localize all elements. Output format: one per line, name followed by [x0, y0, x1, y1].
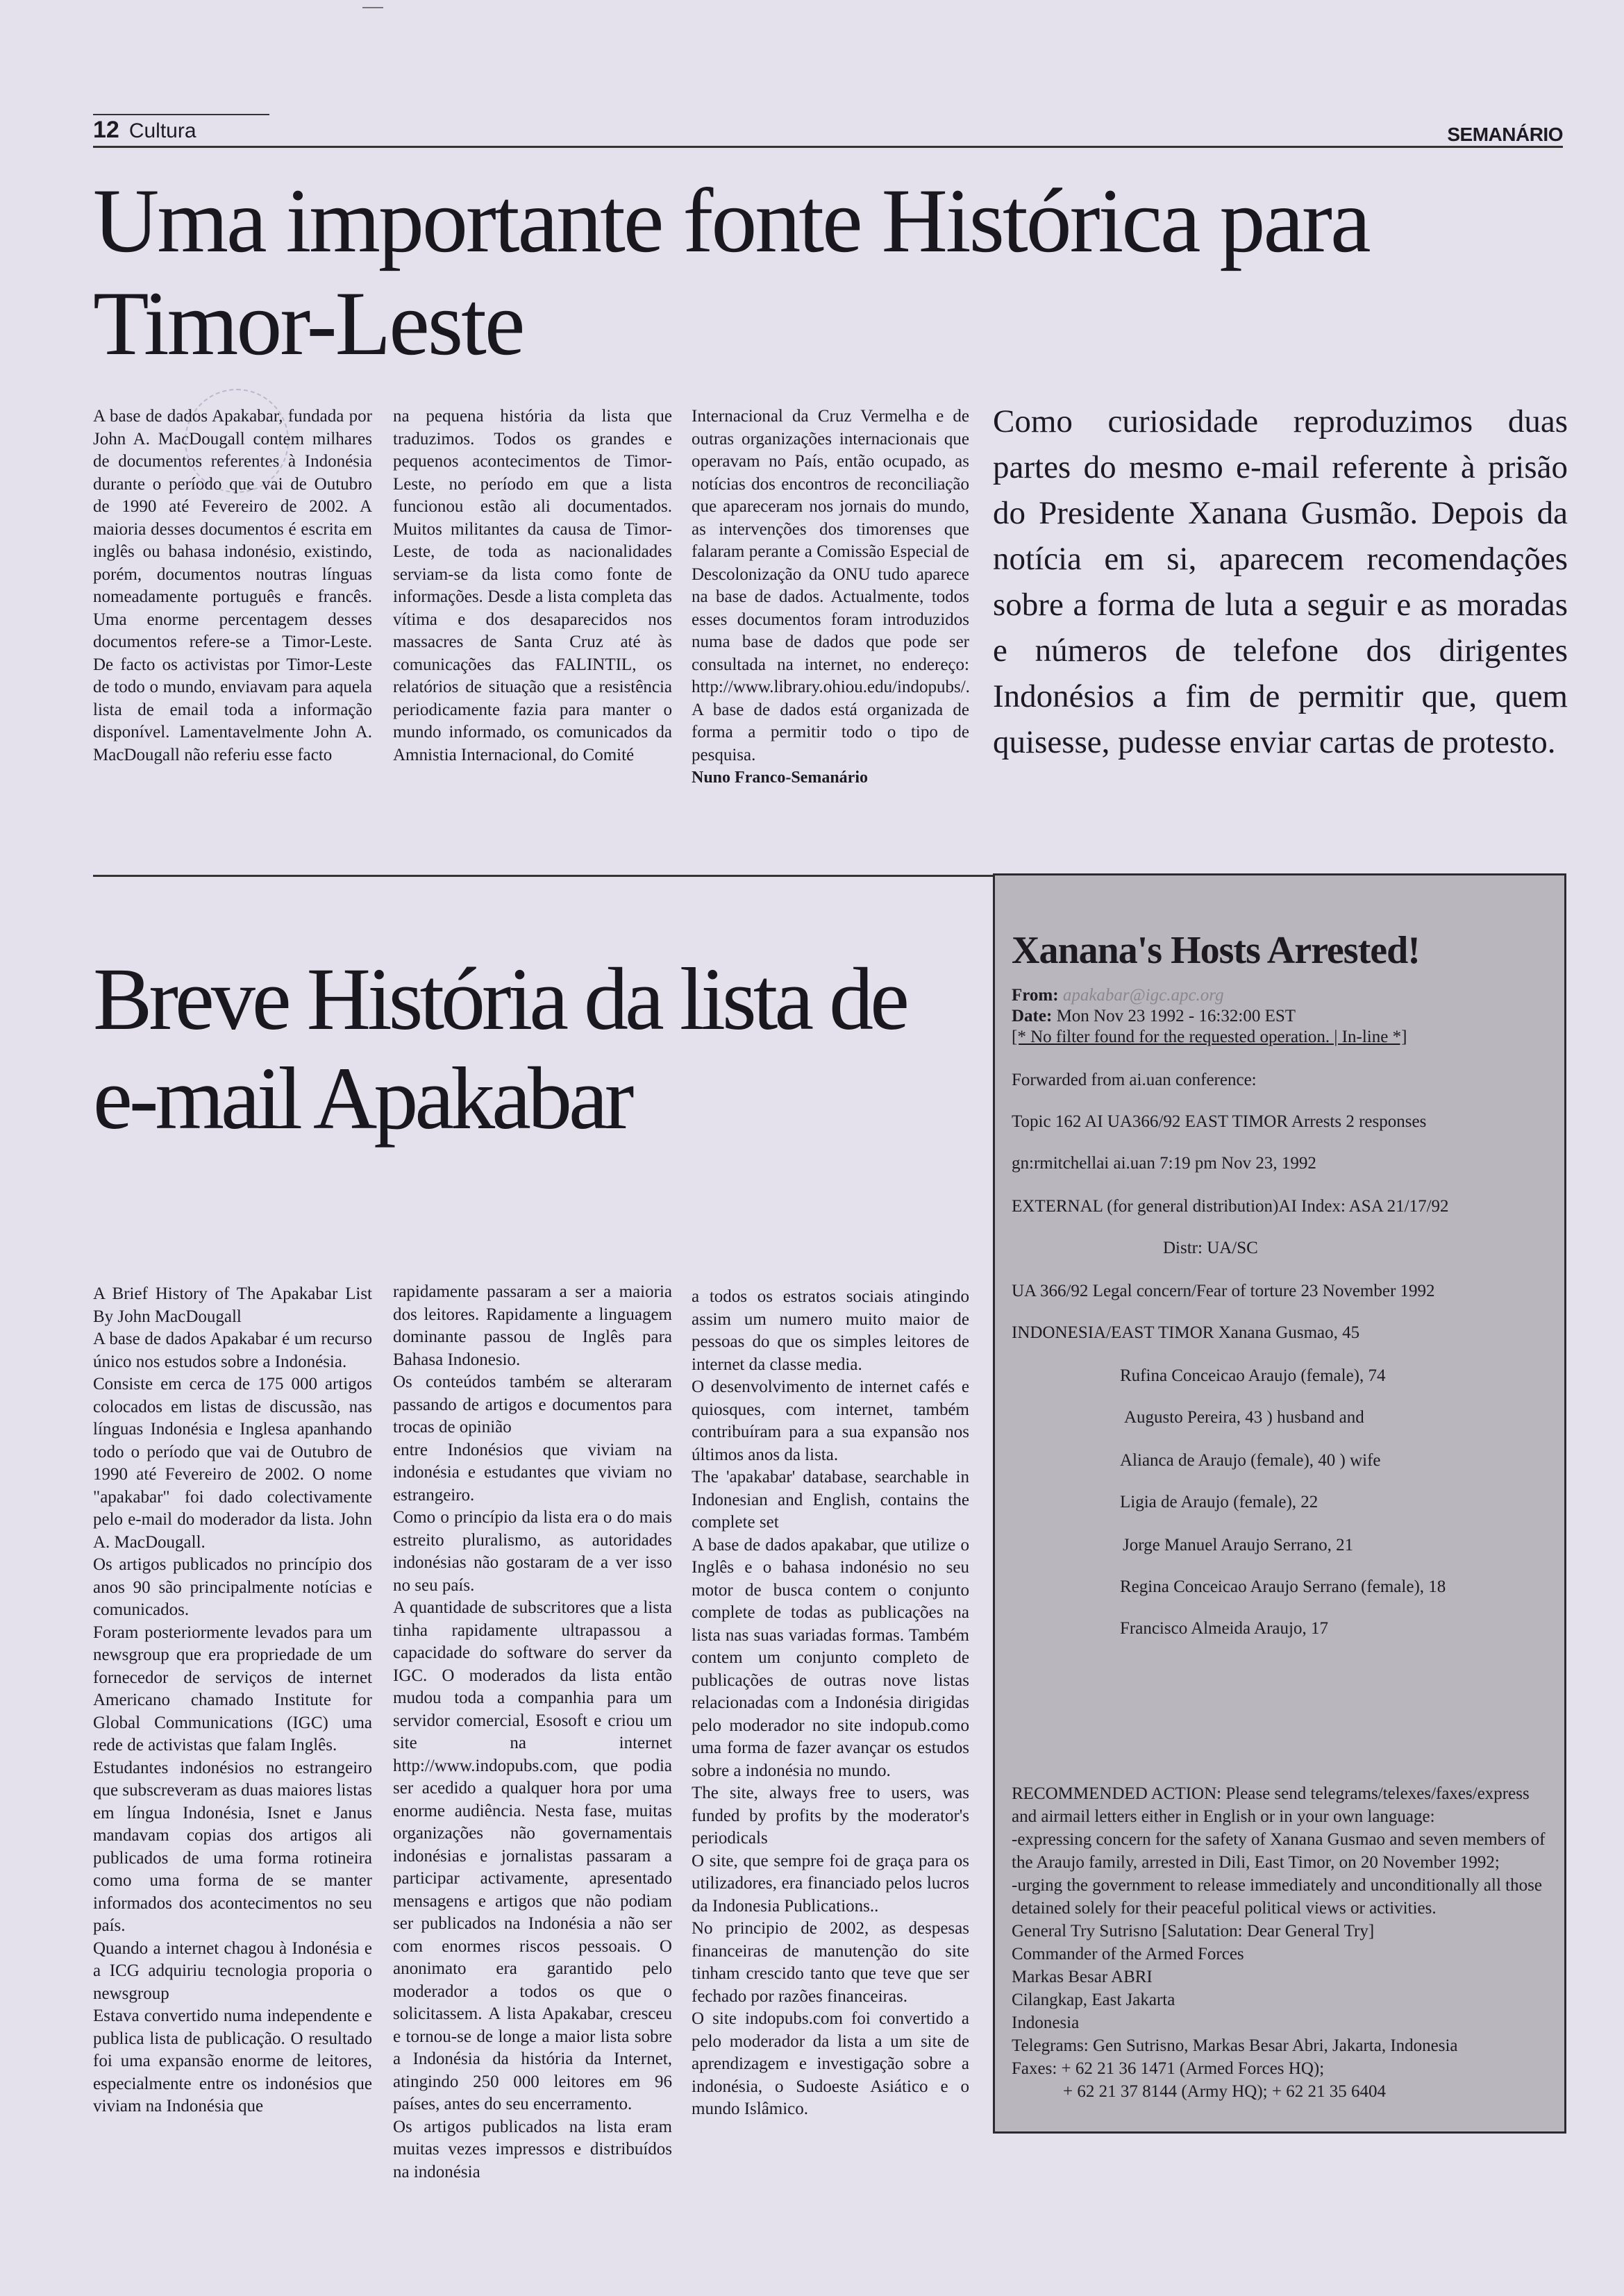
paragraph: A base de dados Apakabar, fundada por John A. MacDougall contem milhares de documentos referentes à Indonésia durante o período que vai de Outubro de 1990 até Fevereiro de 2002. A maioria desses documentos é escrita em inglês ou bahasa indonésio, existindo, porém, documentos noutras línguas nomeadamente português e francês. Uma enorme percentagem desses documentos refere-se a Timor-Leste. De facto os activistas por Timor-Leste de todo o mundo, enviavam para aquela lista de email toda a informação disponível. Lamentavelmente John A. MacDougall não referiu esse facto — [93, 407, 372, 764]
paragraph: A base de dados Apakabar é um recurso único nos estudos sobre a Indonésia. — [93, 1330, 372, 1371]
recommended-action — [1012, 1782, 1548, 2103]
person-line: Regina Conceicao Araujo Serrano (female), 18 — [1120, 1577, 1446, 1596]
paragraph: O site, que sempre foi de graça para os utilizadores, era financiado pelos lucros da Indonesia Publications.. — [692, 1851, 969, 1916]
folio-rule — [93, 114, 269, 115]
paragraph: na pequena história da lista que traduzimos. Todos os grandes e pequenos acontecimentos de Timor-Leste, no período em que a lista funcionou estão ali documentados. Muitos militantes da causa de Timor-Leste, de toda as nacionalidades serviam-se da lista como fonte de informações. Desde a lista completa das vítima e dos desaparecidos nos massacres de Santa Cruz até às comunicações das FALINTIL, os relatórios de situação que a resistência periodicamente fazia para manter o mundo informado, os comunicados da Amnistia Internacional, do Comité — [393, 407, 672, 764]
paragraph: A Brief History of The Apakabar List By John MacDougall — [93, 1284, 372, 1326]
article1-column-2 — [393, 405, 672, 766]
scan-mark — [362, 7, 383, 8]
person-line: Rufina Conceicao Araujo (female), 74 — [1120, 1366, 1386, 1385]
rec-line: RECOMMENDED ACTION: Please send telegrams/telexes/faxes/express and airmail letters either in English or in your own language: — [1012, 1784, 1530, 1826]
article1-headline: Uma importante fonte Histórica para Timor-Leste — [93, 169, 1369, 374]
paragraph: Foram posteriormente levados para um newsgroup que era propriedade de um fornecedor de serviços de internet Americano chamado Institute for Global Communications (IGC) uma rede de activistas que falam Inglês. — [93, 1623, 372, 1754]
rec-line: Faxes: + 62 21 36 1471 (Armed Forces HQ); — [1012, 2059, 1325, 2078]
article2-column-3 — [692, 1286, 969, 2121]
paragraph: A base de dados está organizada de forma a permitir todo o tipo de pesquisa. — [692, 700, 969, 764]
email-line: Forwarded from ai.uan conference: — [1012, 1071, 1257, 1089]
paragraph: Os artigos publicados na lista eram muitas vezes impressos e distribuídos na indonésia — [393, 2117, 672, 2181]
email-line: Distr: UA/SC — [1163, 1239, 1258, 1257]
paragraph: a todos os estratos sociais atingindo assim um numero muito maior de pessoas do que os simples leitores de internet da classe media. — [692, 1287, 969, 1374]
paragraph: Os artigos publicados no princípio dos anos 90 são principalmente notícias e comunicados. — [93, 1555, 372, 1619]
date-label: Date: — [1012, 1007, 1053, 1025]
person-line: Augusto Pereira, 43 ) husband and — [1124, 1408, 1364, 1427]
paragraph: Quando a internet chagou à Indonésia e a ICG adquiriu tecnologia proporia o newsgroup — [93, 1938, 372, 2003]
paragraph: Os conteúdos também se alteraram passando de artigos e documentos para trocas de opinião — [393, 1373, 672, 1436]
article1-lead-text: Como curiosidade reproduzimos duas partes do mesmo e-mail referente à prisão do Presidente Xanana Gusmão. Depois da notícia em si, aparecem recomendações sobre a forma de luta a seguir e as moradas e números de telefone dos dirigentes Indonésios a fim de permitir que, quem quisesse, pudesse enviar cartas de protesto. — [993, 403, 1568, 760]
from-label: From: — [1012, 986, 1059, 1005]
paragraph: No principio de 2002, as despesas financeiras de manutenção do site tinham crescido tanto que teve que ser fechado por razões financeiras. — [692, 1919, 969, 2006]
person-line: Francisco Almeida Araujo, 17 — [1120, 1619, 1328, 1638]
rec-line: + 62 21 37 8144 (Army HQ); + 62 21 35 6404 — [1063, 2082, 1386, 2101]
paragraph: Estava convertido numa independente e publica lista de publicação. O resultado foi uma expansão enorme de leitores, especialmente entre os indonésios que viviam na Indonésia que — [93, 2006, 372, 2115]
article2-column-1 — [93, 1283, 372, 2118]
rec-line: -urging the government to release immediately and unconditionally all those detained solely for their peaceful political views or activities. — [1012, 1876, 1542, 1918]
page-folio — [93, 117, 196, 144]
filter-note: [* No filter found for the requested operation. | In-line *] — [1012, 1028, 1407, 1046]
email-line: INDONESIA/EAST TIMOR Xanana Gusmao, 45 — [1012, 1323, 1360, 1342]
page-number: 12 — [93, 117, 119, 143]
rec-line: Markas Besar ABRI — [1012, 1968, 1153, 1986]
article2-column-2 — [393, 1281, 672, 2184]
rec-line: -expressing concern for the safety of Xanana Gusmao and seven members of the Araujo family, arrested in Dili, East Timor, on 20 November 1992; — [1012, 1830, 1546, 1872]
paragraph: O site indopubs.com foi convertido a pelo moderador da lista a um site de aprendizagem e investigação sobre a indonésia, o Sudoeste Asiático e o mundo Islâmico. — [692, 2009, 969, 2118]
section-name: Cultura — [128, 119, 196, 142]
article1-column-1 — [93, 405, 372, 766]
paragraph: The site, always free to users, was funded by profits by the moderator's periodicals — [692, 1784, 969, 1847]
rec-line: Commander of the Armed Forces — [1012, 1945, 1244, 1963]
paragraph: The 'apakabar' database, searchable in Indonesian and English, contains the complete set — [692, 1468, 969, 1532]
byline: Nuno Franco-Semanário — [692, 769, 868, 787]
article1-column-3 — [692, 405, 969, 789]
rec-line: General Try Sutrisno [Salutation: Dear General Try] — [1012, 1922, 1375, 1941]
paragraph: Internacional da Cruz Vermelha e de outras organizações internacionais que operavam no País, então ocupado, as notícias dos encontros de reconciliação que apareceram nos jornais do mundo, as intervenções dos timorenses que falaram perante a Comissão Especial de Descolonização da ONU tudo aparece na base de dados. Actualmente, todos esses documentos foram introduzidos numa base de dados que pode ser consultada na internet, no endereço: http://www.library.ohiou.edu/indopubs/. — [692, 407, 970, 696]
paragraph: Estudantes indonésios no estrangeiro que subscreveram as duas maiores listas em língua Indonésia, Isnet e Janus mandavam copias dos artigos ali publicados de uma forma rotineira como uma forma de se manter informados dos acontecimentos no seu país. — [93, 1758, 372, 1935]
email-date — [1012, 1006, 1296, 1027]
email-from — [1012, 985, 1224, 1006]
paragraph: rapidamente passaram a ser a maioria dos leitores. Rapidamente a linguagem dominante passou de Inglês para Bahasa Indonesio. — [393, 1282, 672, 1369]
person-line: Alianca de Araujo (female), 40 ) wife — [1120, 1451, 1381, 1470]
paragraph: A quantidade de subscritores que a lista tinha rapidamente ultrapassou a capacidade do software do server da IGC. O moderados da lista então mudou toda a companhia para um servidor comercial, Esosoft e criou um site na internet http://www.indopubs.com, que podia ser acedido a qualquer hora por uma enorme audiência. Nesta fase, muitas organizações não governamentais indonésias e jornalistas passaram a participar activamente, apresentado mensagens e artigos que não podiam ser publicados na Indonésia a não ser com enormes riscos pessoais. O anonimato era garantido pelo moderador a todos os que o solicitassem. A lista Apakabar, cresceu e tornou-se de longe a maior lista sobre a Indonésia da história da Internet, atingindo 250 000 leitores em 96 países, antes do seu encerramento. — [393, 1598, 672, 2113]
date-value: Mon Nov 23 1992 - 16:32:00 EST — [1056, 1007, 1296, 1025]
email-title: Xanana's Hosts Arrested! — [1012, 929, 1420, 972]
header-rule — [93, 146, 1563, 148]
email-line: gn:rmitchellai ai.uan 7:19 pm Nov 23, 1992 — [1012, 1154, 1316, 1173]
email-line: UA 366/92 Legal concern/Fear of torture 23 November 1992 — [1012, 1282, 1435, 1300]
email-line: EXTERNAL (for general distribution)AI Index: ASA 21/17/92 — [1012, 1197, 1449, 1216]
paragraph: Consiste em cerca de 175 000 artigos colocados em listas de discussão, nas línguas Indonésia e Inglesa apanhando todo o período que vai de Outubro de 1990 até Fevereiro de 2002. O nome "apakabar" foi dado colectivamente pelo e-mail do moderador da lista. John A. MacDougall. — [93, 1375, 372, 1552]
from-address: apakabar@igc.apc.org — [1062, 986, 1224, 1005]
publication-name: SEMANÁRIO — [1447, 124, 1563, 145]
rec-line: Indonesia — [1012, 2013, 1080, 2032]
email-line: Topic 162 AI UA366/92 EAST TIMOR Arrests 2 responses — [1012, 1112, 1427, 1131]
paragraph: O desenvolvimento de internet cafés e quiosques, com internet, também contribuíram para a sua expansão nos últimos anos da lista. — [692, 1377, 969, 1464]
paragraph: A base de dados apakabar, que utilize o Inglês e o bahasa indonésio no seu motor de busca contem o conjunto complete de todas as publicações na lista nas suas variadas formas. Também contem um conjunto completo de publicações de outras nove listas relacionadas com a Indonésia dirigidas pelo moderador no site indopub.como uma forma de fazer avançar os estudos sobre a indonésia no mundo. — [692, 1535, 969, 1780]
article2-headline: Breve História da lista de e-mail Apakabar — [93, 950, 906, 1148]
paragraph: entre Indonésios que viviam na indonésia e estudantes que viviam no estrangeiro. — [393, 1440, 672, 1505]
email-reproduction-box — [993, 873, 1566, 2134]
rec-line: Cilangkap, East Jakarta — [1012, 1991, 1175, 2009]
rec-line: Telegrams: Gen Sutrisno, Markas Besar Abri, Jakarta, Indonesia — [1012, 2036, 1458, 2055]
person-line: Ligia de Araujo (female), 22 — [1120, 1493, 1319, 1511]
paragraph: Como o princípio da lista era o do mais estreito pluralismo, as autoridades indonésias não gostaram de a ver isso no seu país. — [393, 1508, 672, 1595]
person-line: Jorge Manuel Araujo Serrano, 21 — [1123, 1536, 1354, 1555]
